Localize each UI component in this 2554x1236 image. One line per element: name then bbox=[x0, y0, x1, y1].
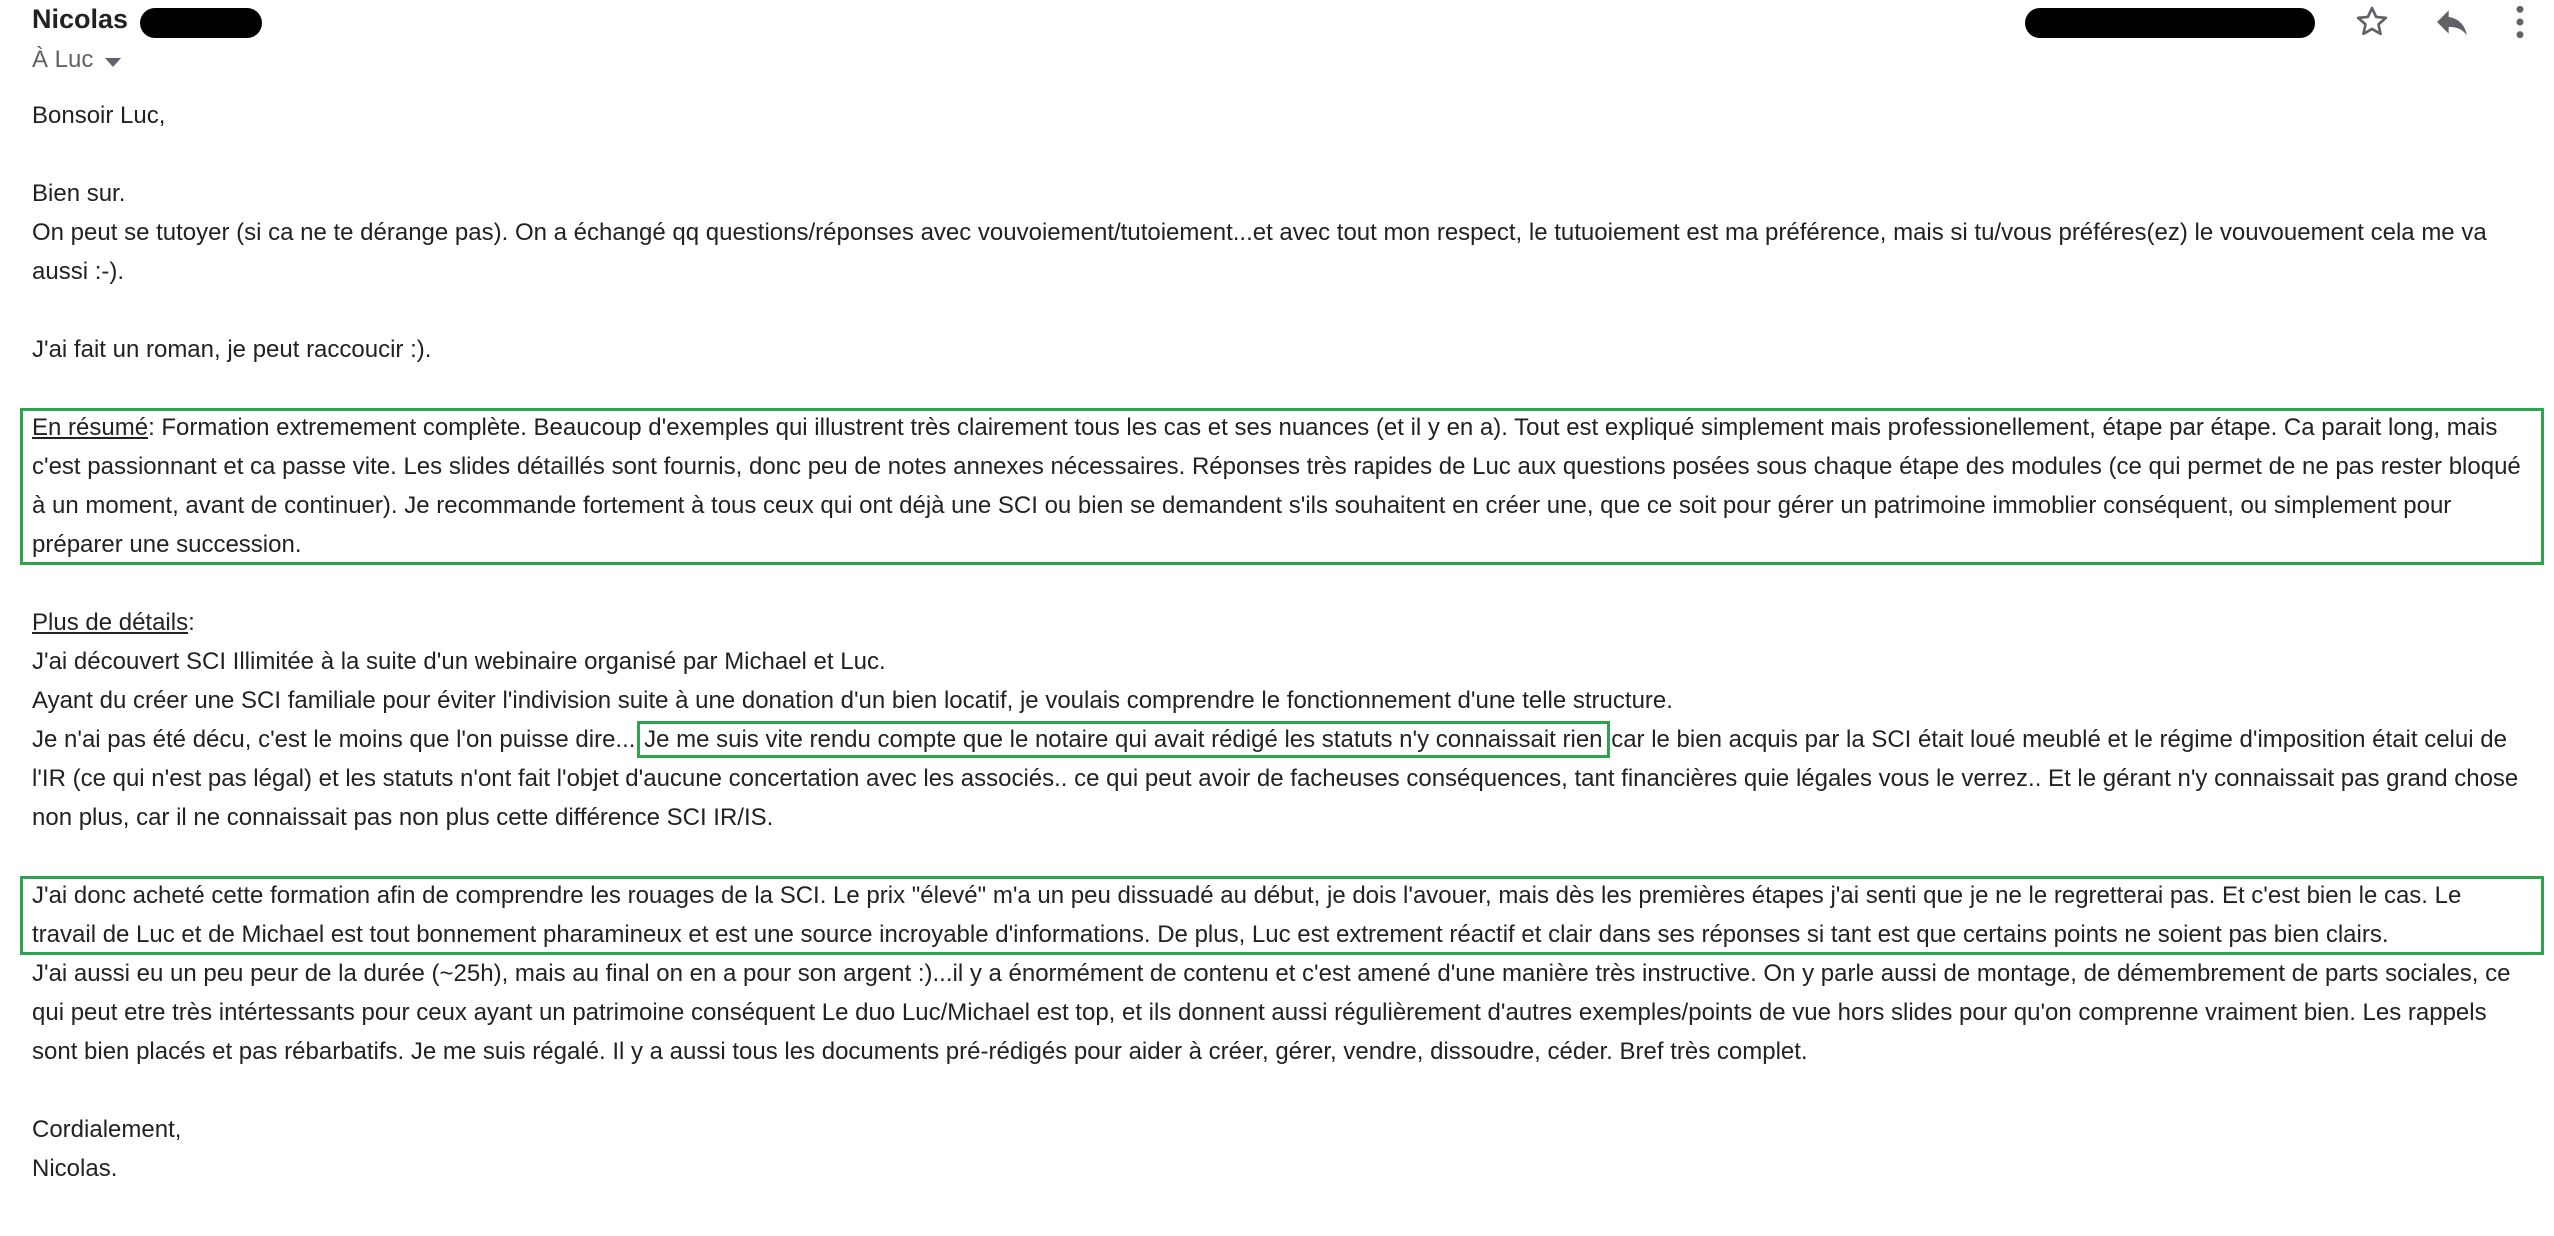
duree-paragraph: J'ai aussi eu un peu peur de la durée (~25h), mais au final on en a pour son argent :)...il y a énormément de contenu et c'est amené d'une manière très instructive. On y parle aussi de montage, de démembrement de parts sociales, ce qui peut etre très intértessants pour ceux ayant un patrimoine conséquent Le duo Luc/Michael est top, et ils donnent aussi régulièrement d'autres exemples/points de vue hors slides pour qu'on comprenne vraiment bien. Les rappels sont bien placés et pas rébarbatifs. Je me suis régalé. Il y a aussi tous les documents pré-rédigés pour aider à créer, gérer, vendre, dissoudre, céder. Bref très complet. bbox=[32, 960, 2511, 1065]
paragraph-bien-sur: Bien sur. bbox=[32, 180, 126, 207]
redacted-date bbox=[2025, 8, 2315, 38]
sender-name: Nicolas bbox=[32, 4, 129, 34]
caret-down-icon bbox=[105, 58, 121, 67]
formation-paragraph: J'ai donc acheté cette formation afin de comprendre les rouages de la SCI. Le prix "élevé" m'a un peu dissuadé au début, je dois l'avouer, mais dès les premières étapes j'ai senti que je ne le regretterai pas. Et c'est bien le cas. Le travail de Luc et de Michael est tout bonnement pharamineux et est une source incroyable d'informations. De plus, Luc est extrement réactif et clair dans ses réponses si tant est que certains points ne soient pas bien clairs. bbox=[32, 882, 2462, 948]
paragraph-tutoyer: On peut se tutoyer (si ca ne te dérange pas). On a échangé qq questions/réponses avec vouvoiement/tutoiement...et avec tout mon respect, le tutuoiement est ma préférence, mais si tu/vous préféres(ez) le vouvouement cela me va aussi :-). bbox=[32, 219, 2487, 285]
star-icon bbox=[2353, 3, 2391, 41]
formation-highlight-box bbox=[32, 876, 2532, 954]
closing: Cordialement, bbox=[32, 1116, 182, 1143]
recipient-label: À Luc bbox=[32, 46, 94, 73]
email-header bbox=[0, 0, 2554, 100]
recipient-dropdown[interactable] bbox=[32, 46, 121, 74]
reply-button[interactable] bbox=[2424, 0, 2480, 44]
details-line-1: J'ai découvert SCI Illimitée à la suite d'un webinaire organisé par Michael et Luc. bbox=[32, 648, 886, 675]
summary-paragraph bbox=[32, 408, 2532, 564]
summary-text: : Formation extremement complète. Beaucoup d'exemples qui illustrent très clairement tous les cas et ses nuances (et il y en a). Tout est expliqué simplement mais professionellement, étape par étape. Ca parait long, mais c'est passionnant et ca passe vite. Les slides détaillés sont fournis, donc peu de notes annexes nécessaires. Réponses très rapides de Luc aux questions posées sous chaque étape des modules (ce qui permet de ne pas rester bloqué à un moment, avant de continuer). Je recommande fortement à tous ceux qui ont déjà une SCI ou bien se demandent s'ils souhaitent en créer une, que ce soit pour gérer un patrimoine immoblier conséquent, ou simplement pour préparer une succession. bbox=[32, 414, 2521, 558]
greeting: Bonsoir Luc, bbox=[32, 102, 166, 129]
summary-highlight-box bbox=[32, 408, 2532, 564]
more-options-button[interactable] bbox=[2500, 0, 2540, 44]
details-heading: Plus de détails: bbox=[32, 609, 195, 636]
details-line-2: Ayant du créer une SCI familiale pour éviter l'indivision suite à une donation d'un bien locatif, je voulais comprendre le fonctionnement d'une telle structure. bbox=[32, 687, 1673, 714]
notaire-highlight-box: Je me suis vite rendu compte que le notaire qui avait rédigé les statuts n'y connaissait rien bbox=[644, 726, 1603, 753]
signature: Nicolas. bbox=[32, 1155, 118, 1182]
paragraph-roman: J'ai fait un roman, je peut raccoucir :). bbox=[32, 336, 432, 363]
star-button[interactable] bbox=[2344, 0, 2400, 44]
reply-icon bbox=[2432, 2, 2472, 42]
details-line-3: Je n'ai pas été décu, c'est le moins que l'on puisse dire... Je me suis vite rendu compte que le notaire qui avait rédigé les statuts n'y connaissait rien car le bien acquis par la SCI était loué meublé et le régime d'imposition était celui de l'IR (ce qui n'est pas légal) et les statuts n'ont fait l'objet d'aucune concertation avec les associés.. ce qui peut avoir de facheuses conséquences, tant financières quie légales vous le verrez.. Et le gérant n'y connaissait pas grand chose non plus, car il ne connaissait pas non plus cette différence SCI IR/IS. bbox=[32, 726, 2519, 831]
summary-label: En résumé bbox=[32, 414, 149, 441]
details-label: Plus de détails bbox=[32, 609, 189, 636]
email-body bbox=[32, 96, 2532, 1188]
more-vert-icon bbox=[2514, 3, 2526, 41]
redacted-surname bbox=[140, 8, 262, 38]
